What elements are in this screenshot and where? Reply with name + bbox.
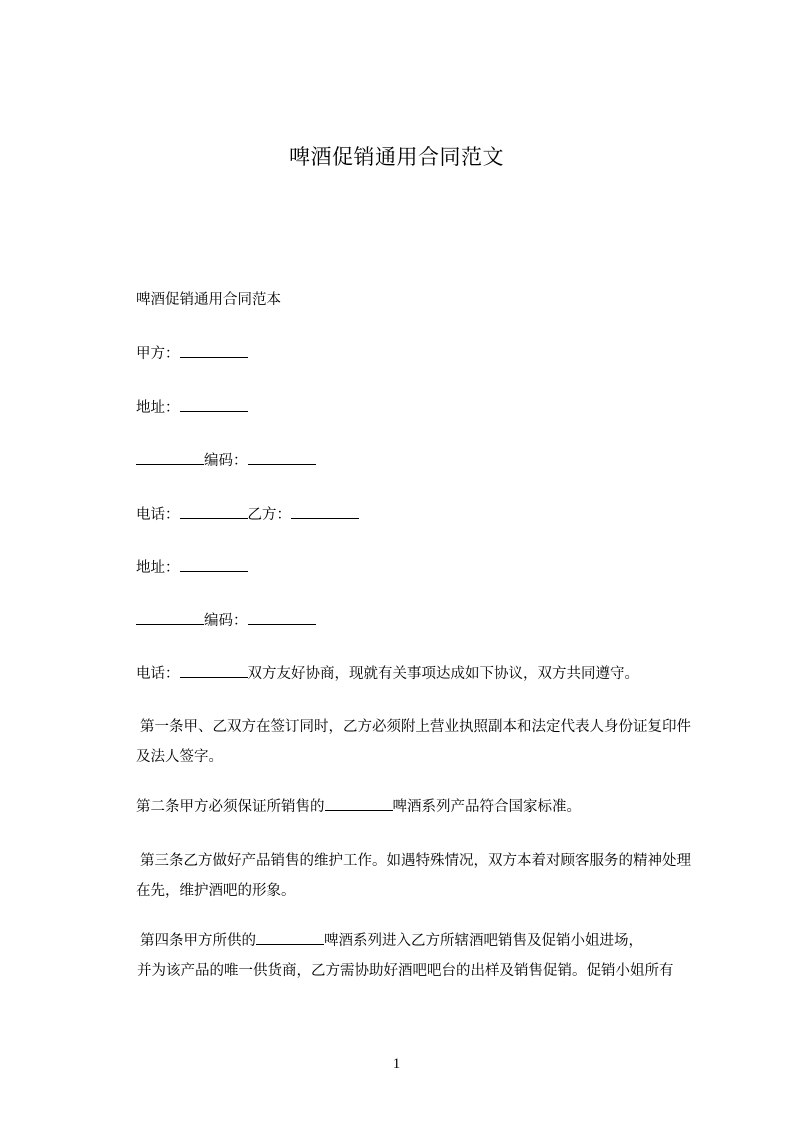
article-2-prefix: 第二条甲方必须保证所销售的 bbox=[136, 799, 325, 815]
article-1: 第一条甲、乙双方在签订同时，乙方必须附上营业执照副本和法定代表人身份证复印件及法人签字。 bbox=[136, 719, 691, 765]
article-2-blank bbox=[325, 797, 393, 811]
party-b-postcode-label: 编码： bbox=[204, 613, 248, 629]
party-a-phone-blank bbox=[180, 505, 248, 519]
party-a-postcode-line bbox=[136, 451, 316, 471]
party-b-postcode-line bbox=[136, 611, 316, 631]
page-number: 1 bbox=[392, 1056, 401, 1072]
document-subtitle: 啤酒促销通用合同范本 bbox=[136, 292, 281, 308]
article-4-blank bbox=[256, 931, 324, 945]
article-3: 第三条乙方做好产品销售的维护工作。如遇特殊情况，双方本着对顾客服务的精神处理在先，维护酒吧的形象。 bbox=[136, 853, 691, 899]
party-b-phone-label: 电话： bbox=[136, 666, 180, 682]
party-b-phone-line bbox=[136, 664, 639, 684]
party-b-blank bbox=[291, 505, 359, 519]
article-4-line-2: 并为该产品的唯一供货商，乙方需协助好酒吧吧台的出样及销售促销。促销小姐所有 bbox=[137, 963, 674, 979]
address-label: 地址： bbox=[136, 400, 180, 416]
article-4-suffix: 啤酒系列进入乙方所辖酒吧销售及促销小姐进场， bbox=[324, 933, 643, 949]
party-b-phone-blank bbox=[180, 664, 248, 678]
party-a-line bbox=[136, 344, 248, 364]
party-a-label: 甲方： bbox=[136, 346, 180, 362]
party-b-label: 乙方： bbox=[247, 507, 291, 523]
party-b-postcode-blank bbox=[248, 611, 316, 625]
party-b-address-blank bbox=[180, 558, 248, 572]
party-a-address-line bbox=[136, 398, 248, 418]
party-b-address-label: 地址： bbox=[136, 560, 180, 576]
article-4-prefix: 第四条甲方所供的 bbox=[140, 933, 256, 949]
party-b-city-blank bbox=[136, 611, 204, 625]
party-a-address-blank bbox=[180, 398, 248, 412]
postcode-label: 编码： bbox=[204, 453, 248, 469]
agreement-intro: 双方友好协商，现就有关事项达成如下协议，双方共同遵守。 bbox=[247, 666, 639, 682]
article-2-suffix: 啤酒系列产品符合国家标准。 bbox=[392, 799, 581, 815]
phone-label: 电话： bbox=[136, 507, 180, 523]
party-a-phone-line bbox=[136, 505, 359, 525]
article-2 bbox=[136, 797, 581, 817]
party-b-address-line bbox=[136, 558, 248, 578]
article-4-line-1 bbox=[140, 931, 643, 951]
document-title: 啤酒促销通用合同范文 bbox=[289, 145, 504, 169]
party-a-city-blank bbox=[136, 451, 204, 465]
party-a-postcode-blank bbox=[248, 451, 316, 465]
party-a-blank bbox=[180, 344, 248, 358]
